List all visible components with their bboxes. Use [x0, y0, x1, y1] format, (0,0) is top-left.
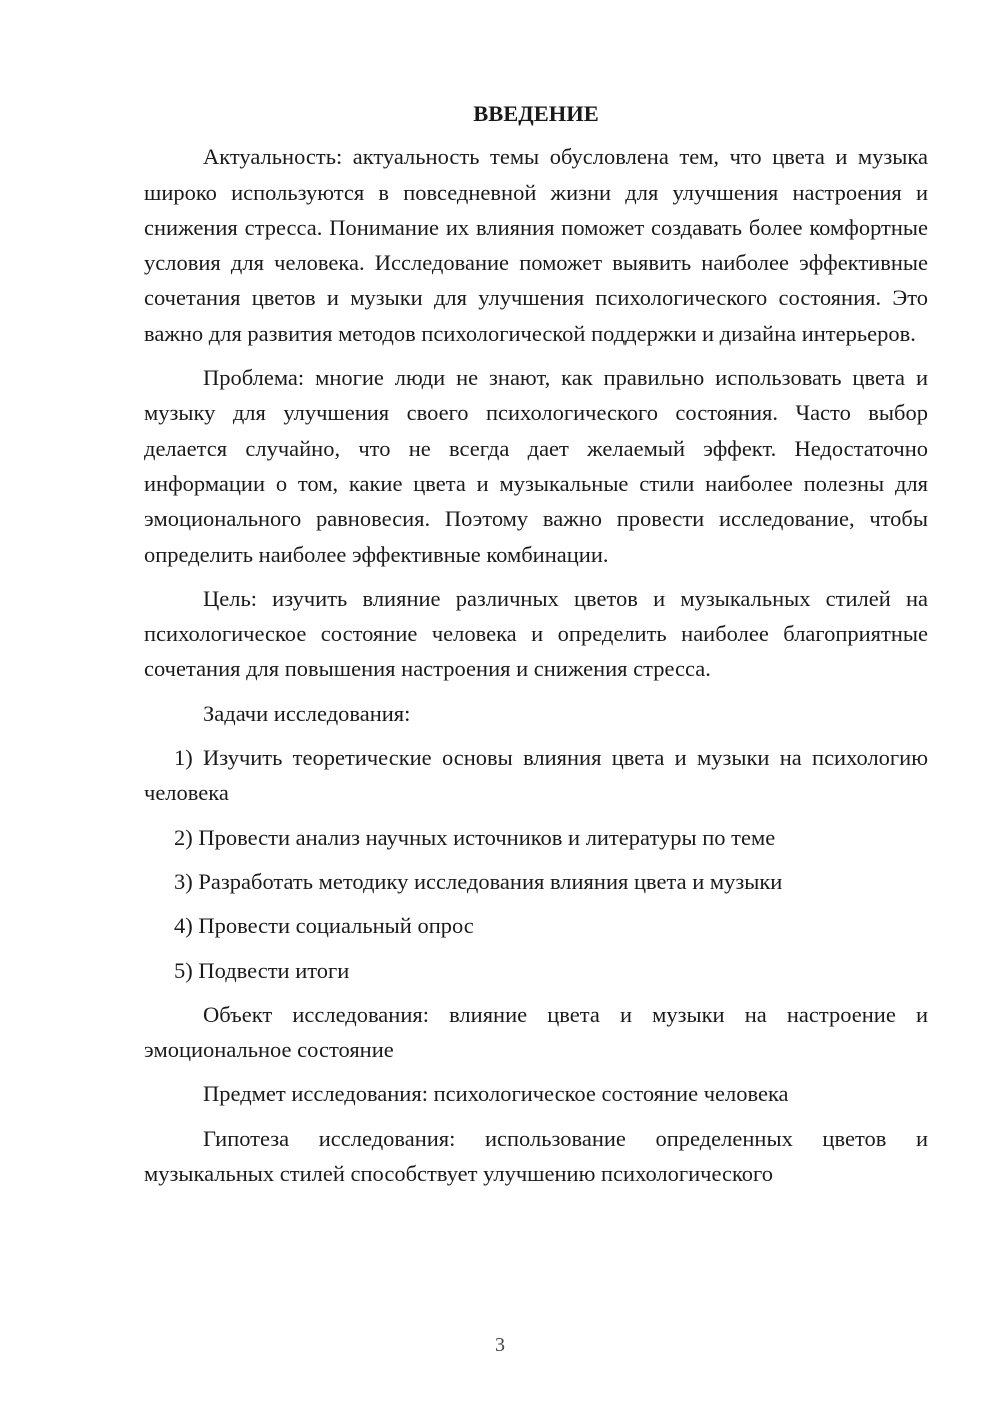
- document-heading: ВВЕДЕНИЕ: [473, 101, 599, 126]
- task-item-3: 3) Разработать методику исследования влияния цвета и музыки: [174, 868, 783, 894]
- task-item-5: 5) Подвести итоги: [174, 957, 350, 983]
- hypothesis-paragraph: Гипотеза исследования: использование определенных цветов и музыкальных стилей способствует улучшению психологического: [144, 1125, 928, 1187]
- task-item-2: 2) Провести анализ научных источников и литературы по теме: [174, 824, 776, 850]
- task-item-1: 1) Изучить теоретические основы влияния цвета и музыки на психологию человека: [144, 745, 928, 806]
- task-item-4: 4) Провести социальный опрос: [174, 913, 474, 939]
- goal-paragraph: Цель: изучить влияние различных цветов и музыкальных стилей на психологическое состояние человека и определить наиболее благоприятные сочетания для повышения настроения и снижения стресса.: [144, 585, 928, 682]
- problem-paragraph: Проблема: многие люди не знают, как правильно использовать цвета и музыку для улучшения своего психологического состояния. Часто выбор делается случайно, что не всегда дает желаемый эффект. Недостаточно информации о том, какие цвета и музыкальные стили наиболее полезны для эмоционального равновесия. Поэтому важно провести исследование, чтобы определить наиболее эффективные комбинации.: [144, 365, 928, 567]
- page-number: 3: [495, 1334, 505, 1356]
- document-page: [144, 96, 928, 1200]
- object-paragraph: Объект исследования: влияние цвета и музыки на настроение и эмоциональное состояние: [144, 1001, 928, 1063]
- relevance-paragraph: Актуальность: актуальность темы обусловлена тем, что цвета и музыка широко используются в повседневной жизни для улучшения настроения и снижения стресса. Понимание их влияния поможет создавать более комфортные условия для человека. Исследование поможет выявить наиболее эффективные сочетания цветов и музыки для улучшения психологического состояния. Это важно для развития методов психологической поддержки и дизайна интерьеров.: [144, 144, 928, 346]
- subject-paragraph: Предмет исследования: психологическое состояние человека: [203, 1081, 789, 1107]
- tasks-heading: Задачи исследования:: [203, 700, 411, 726]
